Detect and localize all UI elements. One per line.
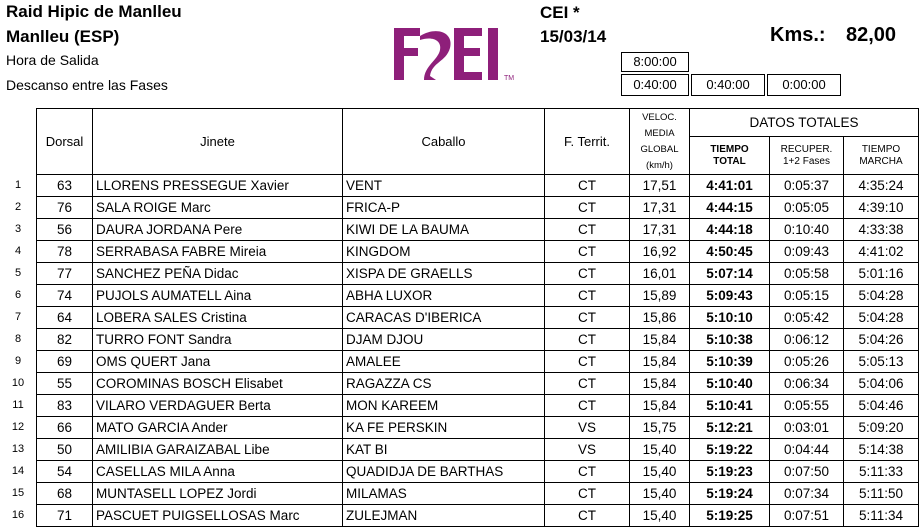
cell-recuper: 0:09:43 <box>770 241 844 263</box>
cell-territ: CT <box>545 219 630 241</box>
cell-jinete: TURRO FONT Sandra <box>93 329 343 351</box>
rest-phase-1: 0:40:00 <box>621 74 689 96</box>
cell-veloc: 15,84 <box>630 395 690 417</box>
table-row <box>37 373 919 395</box>
table-row <box>37 175 919 197</box>
cell-dorsal: 66 <box>37 417 93 439</box>
row-number: 4 <box>14 245 22 257</box>
cell-dorsal: 56 <box>37 219 93 241</box>
cell-caballo: ABHA LUXOR <box>343 285 545 307</box>
event-date: 15/03/14 <box>540 27 607 46</box>
cell-caballo: KINGDOM <box>343 241 545 263</box>
cell-veloc: 15,40 <box>630 439 690 461</box>
cell-marcha: 5:11:33 <box>844 461 919 483</box>
cell-recuper: 0:05:55 <box>770 395 844 417</box>
cell-tiempo-total: 5:10:38 <box>690 329 770 351</box>
rest-phase-2: 0:40:00 <box>691 74 765 96</box>
cell-jinete: PUJOLS AUMATELL Aina <box>93 285 343 307</box>
cell-caballo: RAGAZZA CS <box>343 373 545 395</box>
cell-dorsal: 77 <box>37 263 93 285</box>
descanso-label: Descanso entre las Fases <box>6 77 168 93</box>
row-number: 1 <box>14 179 22 191</box>
event-category: CEI * <box>540 3 580 22</box>
cell-territ: CT <box>545 197 630 219</box>
cell-veloc: 15,40 <box>630 461 690 483</box>
col-dorsal: Dorsal <box>37 109 93 175</box>
cell-jinete: OMS QUERT Jana <box>93 351 343 373</box>
cell-tiempo-total: 5:09:43 <box>690 285 770 307</box>
row-number: 10 <box>11 377 25 389</box>
row-number: 5 <box>14 267 22 279</box>
col-datos-totales: DATOS TOTALES <box>690 109 919 137</box>
cell-tiempo-total: 5:19:23 <box>690 461 770 483</box>
cell-territ: CT <box>545 373 630 395</box>
cell-recuper: 0:05:37 <box>770 175 844 197</box>
col-jinete: Jinete <box>93 109 343 175</box>
cell-jinete: AMILIBIA GARAIZABAL Libe <box>93 439 343 461</box>
cell-tiempo-total: 5:10:41 <box>690 395 770 417</box>
logo-tm: TM <box>504 75 515 82</box>
cell-dorsal: 83 <box>37 395 93 417</box>
cell-veloc: 15,84 <box>630 329 690 351</box>
cell-marcha: 5:11:50 <box>844 483 919 505</box>
cell-tiempo-total: 5:19:22 <box>690 439 770 461</box>
cell-recuper: 0:05:26 <box>770 351 844 373</box>
cell-dorsal: 63 <box>37 175 93 197</box>
kms-label: Kms.: <box>770 24 826 46</box>
cell-marcha: 4:39:10 <box>844 197 919 219</box>
cell-veloc: 17,51 <box>630 175 690 197</box>
cell-caballo: KAT BI <box>343 439 545 461</box>
cell-dorsal: 78 <box>37 241 93 263</box>
cell-marcha: 5:11:34 <box>844 505 919 527</box>
cell-tiempo-total: 5:19:24 <box>690 483 770 505</box>
cell-marcha: 5:14:38 <box>844 439 919 461</box>
cell-jinete: SALA ROIGE Marc <box>93 197 343 219</box>
cell-jinete: MATO GARCIA Ander <box>93 417 343 439</box>
table-row <box>37 461 919 483</box>
cell-territ: CT <box>545 351 630 373</box>
cell-tiempo-total: 5:10:39 <box>690 351 770 373</box>
row-number: 13 <box>11 443 25 455</box>
cell-recuper: 0:05:15 <box>770 285 844 307</box>
row-number: 9 <box>14 355 22 367</box>
cell-veloc: 15,84 <box>630 351 690 373</box>
cell-tiempo-total: 5:07:14 <box>690 263 770 285</box>
cell-recuper: 0:03:01 <box>770 417 844 439</box>
cell-dorsal: 68 <box>37 483 93 505</box>
row-number: 8 <box>14 333 22 345</box>
cell-veloc: 17,31 <box>630 219 690 241</box>
cell-marcha: 5:04:46 <box>844 395 919 417</box>
col-marcha: TIEMPO MARCHA <box>844 137 919 175</box>
table-row <box>37 307 919 329</box>
cell-caballo: ZULEJMAN <box>343 505 545 527</box>
cell-territ: CT <box>545 329 630 351</box>
cell-tiempo-total: 4:41:01 <box>690 175 770 197</box>
table-row <box>37 351 919 373</box>
cell-jinete: VILARO VERDAGUER Berta <box>93 395 343 417</box>
cell-marcha: 4:41:02 <box>844 241 919 263</box>
cell-territ: CT <box>545 263 630 285</box>
cell-marcha: 4:35:24 <box>844 175 919 197</box>
cell-recuper: 0:04:44 <box>770 439 844 461</box>
cell-territ: VS <box>545 417 630 439</box>
cell-tiempo-total: 4:44:18 <box>690 219 770 241</box>
cell-territ: CT <box>545 307 630 329</box>
hora-salida-value: 8:00:00 <box>621 52 689 72</box>
cell-veloc: 16,92 <box>630 241 690 263</box>
cell-recuper: 0:07:51 <box>770 505 844 527</box>
cell-dorsal: 50 <box>37 439 93 461</box>
cell-caballo: MILAMAS <box>343 483 545 505</box>
cell-recuper: 0:05:58 <box>770 263 844 285</box>
cell-marcha: 5:04:28 <box>844 285 919 307</box>
event-title: Raid Hipic de Manlleu <box>6 2 182 21</box>
col-caballo: Caballo <box>343 109 545 175</box>
kms-value: 82,00 <box>846 24 897 46</box>
cell-jinete: LLORENS PRESSEGUE Xavier <box>93 175 343 197</box>
row-number: 15 <box>11 487 25 499</box>
cell-caballo: KIWI DE LA BAUMA <box>343 219 545 241</box>
row-number: 16 <box>11 509 25 521</box>
cell-veloc: 15,89 <box>630 285 690 307</box>
results-table <box>36 108 919 527</box>
cell-recuper: 0:06:34 <box>770 373 844 395</box>
table-row <box>37 505 919 527</box>
cell-tiempo-total: 5:10:10 <box>690 307 770 329</box>
row-number: 14 <box>11 465 25 477</box>
cell-veloc: 15,40 <box>630 505 690 527</box>
cell-marcha: 5:04:06 <box>844 373 919 395</box>
cell-marcha: 4:33:38 <box>844 219 919 241</box>
cell-tiempo-total: 5:10:40 <box>690 373 770 395</box>
cell-tiempo-total: 5:19:25 <box>690 505 770 527</box>
cell-dorsal: 71 <box>37 505 93 527</box>
cell-recuper: 0:05:42 <box>770 307 844 329</box>
cell-dorsal: 69 <box>37 351 93 373</box>
cell-jinete: MUNTASELL LOPEZ Jordi <box>93 483 343 505</box>
cell-recuper: 0:10:40 <box>770 219 844 241</box>
table-row <box>37 285 919 307</box>
cell-veloc: 16,01 <box>630 263 690 285</box>
cell-caballo: XISPA DE GRAELLS <box>343 263 545 285</box>
col-territ: F. Territ. <box>545 109 630 175</box>
cell-caballo: QUADIDJA DE BARTHAS <box>343 461 545 483</box>
col-veloc: VELOC. MEDIA GLOBAL (km/h) <box>630 109 690 175</box>
row-number: 2 <box>14 201 22 213</box>
table-row <box>37 417 919 439</box>
row-number: 11 <box>12 399 24 411</box>
cell-dorsal: 74 <box>37 285 93 307</box>
cell-jinete: CASELLAS MILA Anna <box>93 461 343 483</box>
cell-caballo: MON KAREEM <box>343 395 545 417</box>
cell-marcha: 5:01:16 <box>844 263 919 285</box>
fei-logo <box>380 22 520 86</box>
table-row <box>37 219 919 241</box>
cell-jinete: DAURA JORDANA Pere <box>93 219 343 241</box>
cell-jinete: PASCUET PUIGSELLOSAS Marc <box>93 505 343 527</box>
cell-jinete: SERRABASA FABRE Mireia <box>93 241 343 263</box>
cell-caballo: FRICA-P <box>343 197 545 219</box>
cell-caballo: DJAM DJOU <box>343 329 545 351</box>
cell-tiempo-total: 4:44:15 <box>690 197 770 219</box>
cell-territ: CT <box>545 241 630 263</box>
cell-marcha: 5:04:28 <box>844 307 919 329</box>
cell-dorsal: 64 <box>37 307 93 329</box>
cell-marcha: 5:09:20 <box>844 417 919 439</box>
cell-caballo: AMALEE <box>343 351 545 373</box>
cell-caballo: VENT <box>343 175 545 197</box>
cell-territ: CT <box>545 285 630 307</box>
row-number: 6 <box>14 289 22 301</box>
cell-territ: CT <box>545 461 630 483</box>
cell-recuper: 0:07:34 <box>770 483 844 505</box>
cell-dorsal: 54 <box>37 461 93 483</box>
table-row <box>37 197 919 219</box>
cell-recuper: 0:05:05 <box>770 197 844 219</box>
col-recuper: RECUPER. 1+2 Fases <box>770 137 844 175</box>
cell-marcha: 5:05:13 <box>844 351 919 373</box>
cell-tiempo-total: 5:12:21 <box>690 417 770 439</box>
cell-territ: CT <box>545 395 630 417</box>
row-number: 3 <box>14 223 22 235</box>
cell-dorsal: 76 <box>37 197 93 219</box>
cell-veloc: 15,84 <box>630 373 690 395</box>
cell-territ: CT <box>545 505 630 527</box>
cell-caballo: CARACAS D'IBERICA <box>343 307 545 329</box>
table-row <box>37 439 919 461</box>
table-row <box>37 329 919 351</box>
cell-caballo: KA FE PERSKIN <box>343 417 545 439</box>
row-number: 7 <box>14 311 22 323</box>
table-row <box>37 483 919 505</box>
cell-recuper: 0:07:50 <box>770 461 844 483</box>
cell-veloc: 15,40 <box>630 483 690 505</box>
cell-recuper: 0:06:12 <box>770 329 844 351</box>
cell-dorsal: 82 <box>37 329 93 351</box>
cell-veloc: 15,75 <box>630 417 690 439</box>
cell-veloc: 17,31 <box>630 197 690 219</box>
cell-jinete: LOBERA SALES Cristina <box>93 307 343 329</box>
col-tiempo-total: TIEMPO TOTAL <box>690 137 770 175</box>
cell-territ: CT <box>545 483 630 505</box>
cell-territ: VS <box>545 439 630 461</box>
cell-jinete: COROMINAS BOSCH Elisabet <box>93 373 343 395</box>
row-number: 12 <box>11 421 25 433</box>
cell-territ: CT <box>545 175 630 197</box>
table-row <box>37 395 919 417</box>
cell-tiempo-total: 4:50:45 <box>690 241 770 263</box>
cell-dorsal: 55 <box>37 373 93 395</box>
hora-salida-label: Hora de Salida <box>6 52 99 68</box>
table-row <box>37 241 919 263</box>
table-row <box>37 263 919 285</box>
cell-marcha: 5:04:26 <box>844 329 919 351</box>
cell-veloc: 15,86 <box>630 307 690 329</box>
event-location: Manlleu (ESP) <box>6 27 120 46</box>
cell-jinete: SANCHEZ PEÑA Didac <box>93 263 343 285</box>
rest-phase-3: 0:00:00 <box>767 74 841 96</box>
